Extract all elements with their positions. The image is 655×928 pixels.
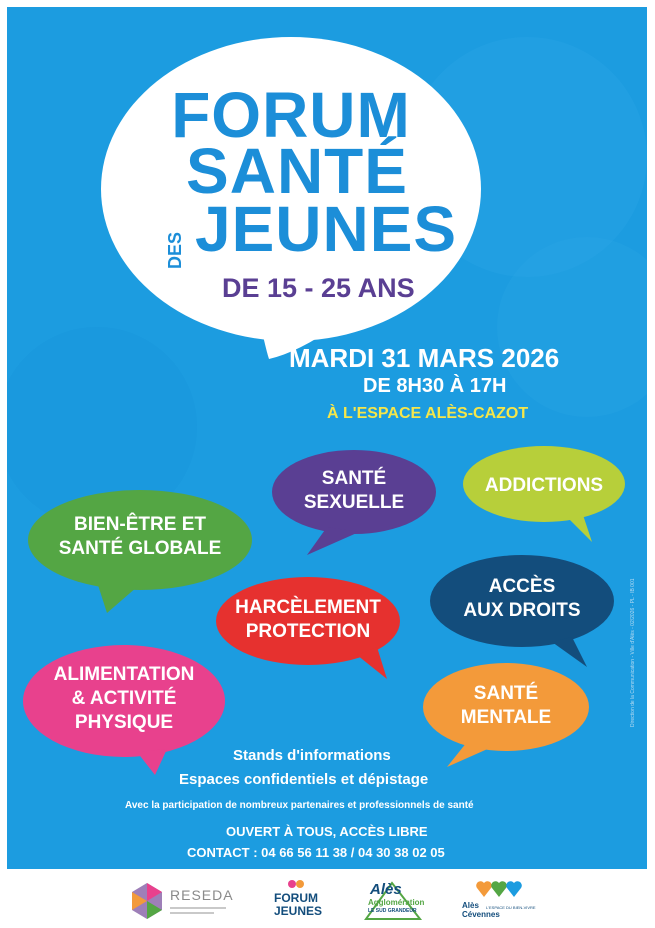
poster xyxy=(7,7,647,869)
title-sante: SANTÉ xyxy=(186,135,408,207)
age-range: DE 15 - 25 ANS xyxy=(222,273,415,303)
ales-cevennes-line3: L'ESPACE DU BIEN-VIVRE xyxy=(486,905,536,910)
info-espaces: Espaces confidentiels et dépistage xyxy=(179,771,429,788)
event-place: À L'ESPACE ALÈS-CAZOT xyxy=(327,405,529,422)
info-stands: Stands d'informations xyxy=(233,747,391,764)
info-participation: Avec la participation de nombreux partenaires et professionnels de santé xyxy=(125,800,474,811)
reseda-tagline-lines xyxy=(170,907,226,909)
ales-agglo-line3: LE SUD GRANDEUR xyxy=(368,908,417,914)
logo-ales-agglomeration xyxy=(362,879,424,923)
topic-harcelement: HARCÈLEMENT PROTECTION xyxy=(235,597,381,642)
logo-forum-jeunes xyxy=(272,879,328,923)
footer-logos xyxy=(0,869,655,928)
topic-bubbles xyxy=(7,7,647,869)
title-des: DES xyxy=(165,231,185,269)
info-contact: CONTACT : 04 66 56 11 38 / 04 30 38 02 05 xyxy=(187,845,445,860)
topic-sante-sexuelle: SANTÉ SEXUELLE xyxy=(303,468,405,513)
hearts-icon xyxy=(286,879,310,889)
topic-addictions: ADDICTIONS xyxy=(484,475,604,496)
ales-agglo-line2: Agglomération xyxy=(368,898,425,907)
reseda-tagline-lines-2 xyxy=(170,912,214,914)
vertical-credit: Direction de la Communication - Ville d'Alès - 02/2026 - PL - IB 001 xyxy=(630,578,636,727)
logo-reseda xyxy=(130,879,234,923)
reseda-name: RESEDA xyxy=(170,887,234,903)
topic-sante-mentale: SANTÉ MENTALE xyxy=(460,683,552,728)
topic-alimentation: ALIMENTATION & ACTIVITÉ PHYSIQUE xyxy=(53,664,195,733)
ales-agglo-line1: Alès xyxy=(370,881,402,898)
event-hours: DE 8H30 À 17H xyxy=(363,375,507,397)
info-ouvert: OUVERT À TOUS, ACCÈS LIBRE xyxy=(226,824,428,839)
topic-bien-etre: BIEN-ÊTRE ET SANTÉ GLOBALE xyxy=(58,514,222,559)
ales-cevennes-line1: Alès xyxy=(462,901,479,910)
title-jeunes: JEUNES xyxy=(195,193,458,265)
title-forum: FORUM xyxy=(171,79,411,151)
topic-acces-droits: ACCÈS AUX DROITS xyxy=(463,576,581,621)
event-date: MARDI 31 MARS 2026 xyxy=(289,343,560,373)
reseda-icon xyxy=(130,881,164,921)
hearts-trio-icon xyxy=(476,879,522,899)
forum-logo-line1: FORUM xyxy=(274,891,318,905)
ales-cevennes-line2: Cévennes xyxy=(462,910,500,919)
logo-ales-cevennes xyxy=(462,879,534,923)
forum-logo-line2: JEUNES xyxy=(274,904,323,918)
